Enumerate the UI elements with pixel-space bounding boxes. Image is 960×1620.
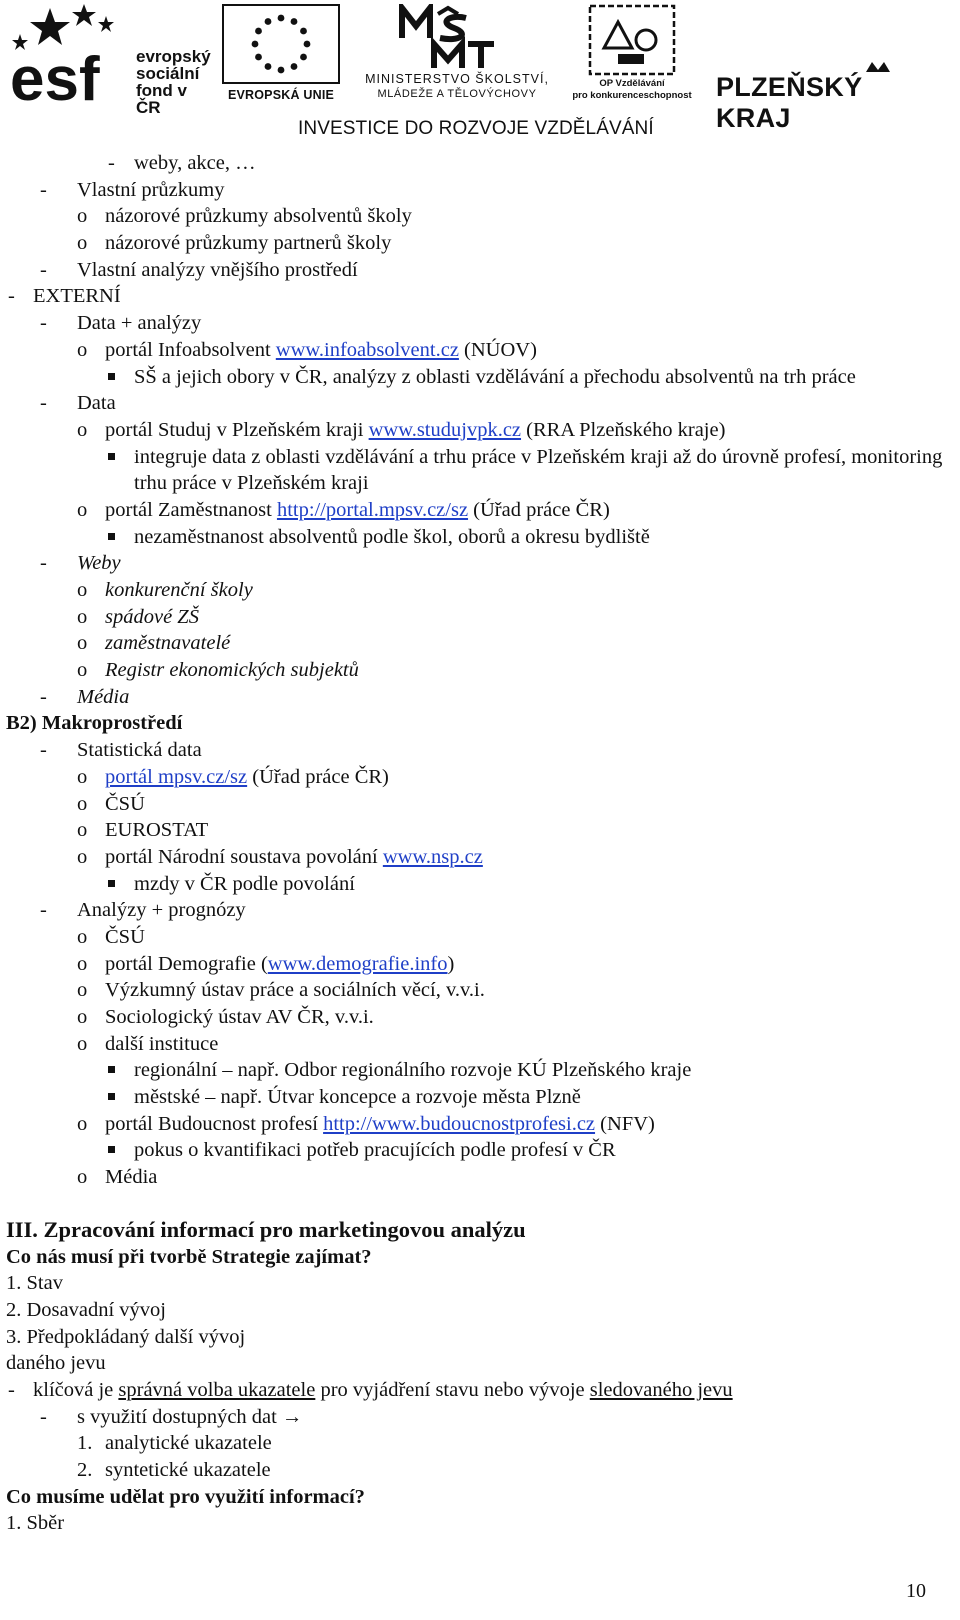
list-item — [0, 577, 960, 604]
circle-marker: o — [77, 845, 88, 868]
msmt-line-2: MLÁDEŽE A TĚLOVÝCHOVY — [377, 88, 537, 100]
header-logos — [0, 0, 960, 140]
eu-flag-icon — [222, 4, 340, 84]
item-text: Vlastní analýzy vnějšího prostředí — [77, 258, 358, 281]
item-text: mzdy v ČR podle povolání — [134, 872, 355, 895]
circle-marker: o — [77, 765, 88, 788]
list-item — [0, 497, 960, 524]
list-item — [0, 150, 960, 177]
region-name: PLZEŇSKÝ KRAJ — [716, 72, 863, 133]
item-text: konkurenční školy — [105, 579, 253, 602]
list-item — [0, 630, 960, 657]
item-text — [33, 1377, 733, 1404]
msmt-mark-icon — [398, 4, 508, 70]
square-bullet-icon — [108, 1057, 115, 1084]
plzensky-kraj-logo — [716, 60, 916, 133]
item-text: další instituce — [105, 1032, 219, 1055]
item-text: nezaměstnanost absolventů podle škol, oborů a okresu bydliště — [134, 525, 650, 548]
subheading-text: Co musíme udělat pro využití informací? — [6, 1485, 365, 1508]
dash-marker: - — [8, 1378, 15, 1401]
dash-marker: - — [8, 285, 15, 308]
item-text-part: portál Národní soustava povolání — [105, 845, 383, 868]
item-text: 2. Dosavadní vývoj — [6, 1298, 166, 1321]
section-heading — [0, 710, 960, 737]
item-text — [105, 951, 454, 978]
item-text: analytické ukazatele — [105, 1432, 272, 1455]
subheading-text: Co nás musí při tvorbě Strategie zajímat? — [6, 1245, 372, 1268]
item-text-part: (NÚOV) — [458, 338, 537, 361]
item-text — [105, 1111, 655, 1138]
list-item — [0, 1270, 960, 1297]
circle-marker: o — [77, 952, 88, 975]
circle-marker: o — [77, 819, 88, 842]
list-item — [0, 791, 960, 818]
page-number: 10 — [906, 1580, 926, 1602]
item-text — [105, 764, 389, 791]
item-text: Weby — [77, 552, 121, 575]
budoucnostprofesi-link[interactable]: http://www.budoucnostprofesi.cz — [323, 1112, 596, 1135]
list-item — [0, 1164, 960, 1191]
item-text-part: klíčová je — [33, 1378, 119, 1401]
item-text: ČSÚ — [105, 925, 145, 948]
list-item — [0, 1084, 960, 1111]
dash-marker: - — [40, 899, 47, 922]
list-item — [0, 203, 960, 230]
svg-text:esf: esf — [10, 45, 100, 104]
heading-text: B2) Makroprostředí — [6, 712, 183, 735]
esf-line-2: sociální — [136, 64, 200, 83]
list-item — [0, 1377, 960, 1404]
square-bullet-icon — [108, 364, 115, 391]
op-line-1: OP Vzdělávání — [599, 78, 665, 89]
circle-marker: o — [77, 1112, 88, 1135]
list-item — [0, 417, 960, 444]
dash-marker: - — [40, 312, 47, 335]
circle-marker: o — [77, 632, 88, 655]
item-text: weby, akce, … — [134, 152, 256, 174]
item-text: 3. Předpokládaný další vývoj — [6, 1325, 246, 1348]
paragraph-line — [0, 1350, 960, 1377]
list-item — [0, 257, 960, 284]
list-item — [0, 524, 960, 551]
list-item — [0, 177, 960, 204]
item-text: Statistická data — [77, 739, 202, 762]
item-text — [105, 337, 537, 364]
list-item — [0, 977, 960, 1004]
list-item — [0, 737, 960, 764]
item-text — [105, 417, 725, 444]
dash-marker: - — [40, 1405, 47, 1428]
item-text: regionální – např. Odbor regionálního rozvoje KÚ Plzeňského kraje — [134, 1059, 692, 1082]
list-item — [0, 1111, 960, 1138]
list-item — [0, 283, 960, 310]
list-item — [0, 364, 960, 391]
item-text: názorové průzkumy partnerů školy — [105, 232, 392, 255]
item-text: integruje data z oblasti vzdělávání a trhu práce v Plzeňském kraji až do úrovně profesí, monitoring trhu práce v Plzeňském kraji — [134, 445, 943, 495]
esf-line-1: evropský — [136, 47, 211, 66]
document-body — [0, 150, 960, 1537]
list-item — [0, 1457, 960, 1484]
item-text-part: portál Studuj v Plzeňském kraji — [105, 418, 369, 441]
dash-marker: - — [40, 685, 47, 708]
infoabsolvent-link[interactable]: www.infoabsolvent.cz — [275, 338, 459, 361]
nsp-link[interactable]: www.nsp.cz — [382, 845, 483, 868]
mpsv-link[interactable]: portál mpsv.cz/sz — [105, 765, 248, 788]
item-text: 1. Sběr — [6, 1512, 65, 1535]
item-text-part: (Úřad práce ČR) — [468, 498, 610, 521]
eu-name: EVROPSKÁ UNIE — [227, 88, 335, 102]
item-text: Data + analýzy — [77, 312, 202, 335]
circle-marker: o — [77, 338, 88, 361]
dash-marker: - — [40, 739, 47, 762]
item-text: 1. Stav — [6, 1272, 63, 1295]
item-text: Sociologický ústav AV ČR, v.v.i. — [105, 1006, 374, 1029]
subheading — [0, 1244, 960, 1271]
list-item — [0, 337, 960, 364]
item-text: Média — [105, 1166, 158, 1189]
item-text-part: portál Budoucnost profesí — [105, 1112, 324, 1135]
msmt-line-1: MINISTERSTVO ŠKOLSTVÍ, — [365, 72, 549, 86]
underlined-text: sledovaného jevu — [589, 1378, 733, 1401]
list-item — [0, 1324, 960, 1351]
circle-marker: o — [77, 1032, 88, 1055]
list-item — [0, 1430, 960, 1457]
square-bullet-icon — [108, 524, 115, 551]
circle-marker: o — [77, 659, 88, 682]
esf-line-3: fond v ČR — [136, 81, 187, 117]
item-text: EXTERNÍ — [33, 285, 121, 308]
dash-marker: - — [40, 178, 47, 201]
list-item — [0, 1510, 960, 1537]
circle-marker: o — [77, 979, 88, 1002]
list-item — [0, 604, 960, 631]
dash-marker: - — [108, 152, 115, 174]
square-bullet-icon — [108, 871, 115, 898]
item-text: SŠ a jejich obory v ČR, analýzy z oblasti vzdělávání a přechodu absolventů na trh práce — [134, 365, 856, 388]
item-text — [105, 844, 483, 871]
circle-marker: o — [77, 579, 88, 602]
item-text: spádové ZŠ — [105, 605, 199, 628]
square-bullet-icon — [108, 1084, 115, 1111]
item-text-part: ) — [447, 952, 455, 975]
item-text-part: portál Infoabsolvent — [105, 338, 276, 361]
item-text: pokus o kvantifikaci potřeb pracujících podle profesí v ČR — [134, 1139, 616, 1162]
list-item — [0, 1404, 960, 1431]
circle-marker: o — [77, 1006, 88, 1029]
list-item — [0, 924, 960, 951]
msmt-logo — [352, 4, 562, 104]
item-text: Vlastní průzkumy — [77, 178, 225, 201]
list-item — [0, 310, 960, 337]
item-text: EUROSTAT — [105, 819, 209, 842]
circle-marker: o — [77, 605, 88, 628]
item-text: městské – např. Útvar koncepce a rozvoje města Plzně — [134, 1086, 581, 1109]
dash-marker: - — [40, 258, 47, 281]
list-item — [0, 1031, 960, 1058]
list-item — [0, 1297, 960, 1324]
item-text — [105, 497, 610, 524]
list-item — [0, 444, 960, 497]
item-text: ČSÚ — [105, 792, 145, 815]
item-text: zaměstnavatelé — [105, 632, 231, 655]
circle-marker: o — [77, 498, 88, 521]
list-item — [0, 897, 960, 924]
item-text-part: portál Zaměstnanost — [105, 498, 277, 521]
circle-marker: o — [77, 205, 88, 228]
header-tagline: INVESTICE DO ROZVOJE VZDĚLÁVÁNÍ — [298, 118, 654, 139]
item-text: daného jevu — [6, 1352, 106, 1375]
esf-mark-icon — [10, 4, 130, 104]
square-bullet-icon — [108, 1137, 115, 1164]
list-item — [0, 230, 960, 257]
number-marker: 2. — [77, 1459, 93, 1482]
list-item — [0, 951, 960, 978]
list-item — [0, 550, 960, 577]
item-text: Registr ekonomických subjektů — [105, 659, 359, 682]
item-text: syntetické ukazatele — [105, 1459, 271, 1482]
number-marker: 1. — [77, 1432, 93, 1455]
item-text: Data — [77, 392, 116, 415]
item-text-part: (RRA Plzeňského kraje) — [521, 418, 726, 441]
circle-marker: o — [77, 232, 88, 255]
item-text: Média — [77, 685, 130, 708]
list-item — [0, 657, 960, 684]
list-item — [0, 871, 960, 898]
studujvpk-link[interactable]: www.studujvpk.cz — [368, 418, 522, 441]
op-line-2: pro konkurenceschopnost — [572, 90, 692, 101]
item-text: s využití dostupných dat → — [77, 1405, 303, 1428]
dash-marker: - — [40, 392, 47, 415]
list-item — [0, 817, 960, 844]
item-text: Výzkumný ústav práce a sociálních věcí, v.v.i. — [105, 979, 485, 1002]
list-item — [0, 1137, 960, 1164]
portal-mpsv-link[interactable]: http://portal.mpsv.cz/sz — [276, 498, 469, 521]
item-text-part: (NFV) — [595, 1112, 655, 1135]
underlined-text: správná volba ukazatele — [118, 1378, 316, 1401]
heading-text: III. Zpracování informací pro marketingovou analýzu — [6, 1216, 526, 1242]
list-item — [0, 1004, 960, 1031]
op-logo — [572, 4, 692, 104]
section-heading — [0, 1217, 960, 1244]
item-text-part: portál Demografie ( — [105, 952, 268, 975]
esf-text — [136, 48, 211, 116]
list-item — [0, 844, 960, 871]
circle-marker: o — [77, 1166, 88, 1189]
list-item — [0, 684, 960, 711]
item-text-part: (Úřad práce ČR) — [247, 765, 389, 788]
circle-marker: o — [77, 418, 88, 441]
square-bullet-icon — [108, 444, 115, 471]
item-text-part: pro vyjádření stavu nebo vývoje — [315, 1378, 590, 1401]
circle-marker: o — [77, 925, 88, 948]
demografie-link[interactable]: www.demografie.info — [267, 952, 448, 975]
list-item — [0, 764, 960, 791]
item-text: názorové průzkumy absolventů školy — [105, 205, 412, 228]
subheading — [0, 1484, 960, 1511]
circle-marker: o — [77, 792, 88, 815]
op-mark-icon — [588, 4, 676, 76]
eu-logo — [222, 4, 340, 104]
item-text: Analýzy + prognózy — [77, 899, 246, 922]
esf-logo — [10, 4, 211, 117]
list-item — [0, 1057, 960, 1084]
list-item — [0, 390, 960, 417]
spacer — [0, 1191, 960, 1217]
dash-marker: - — [40, 552, 47, 575]
